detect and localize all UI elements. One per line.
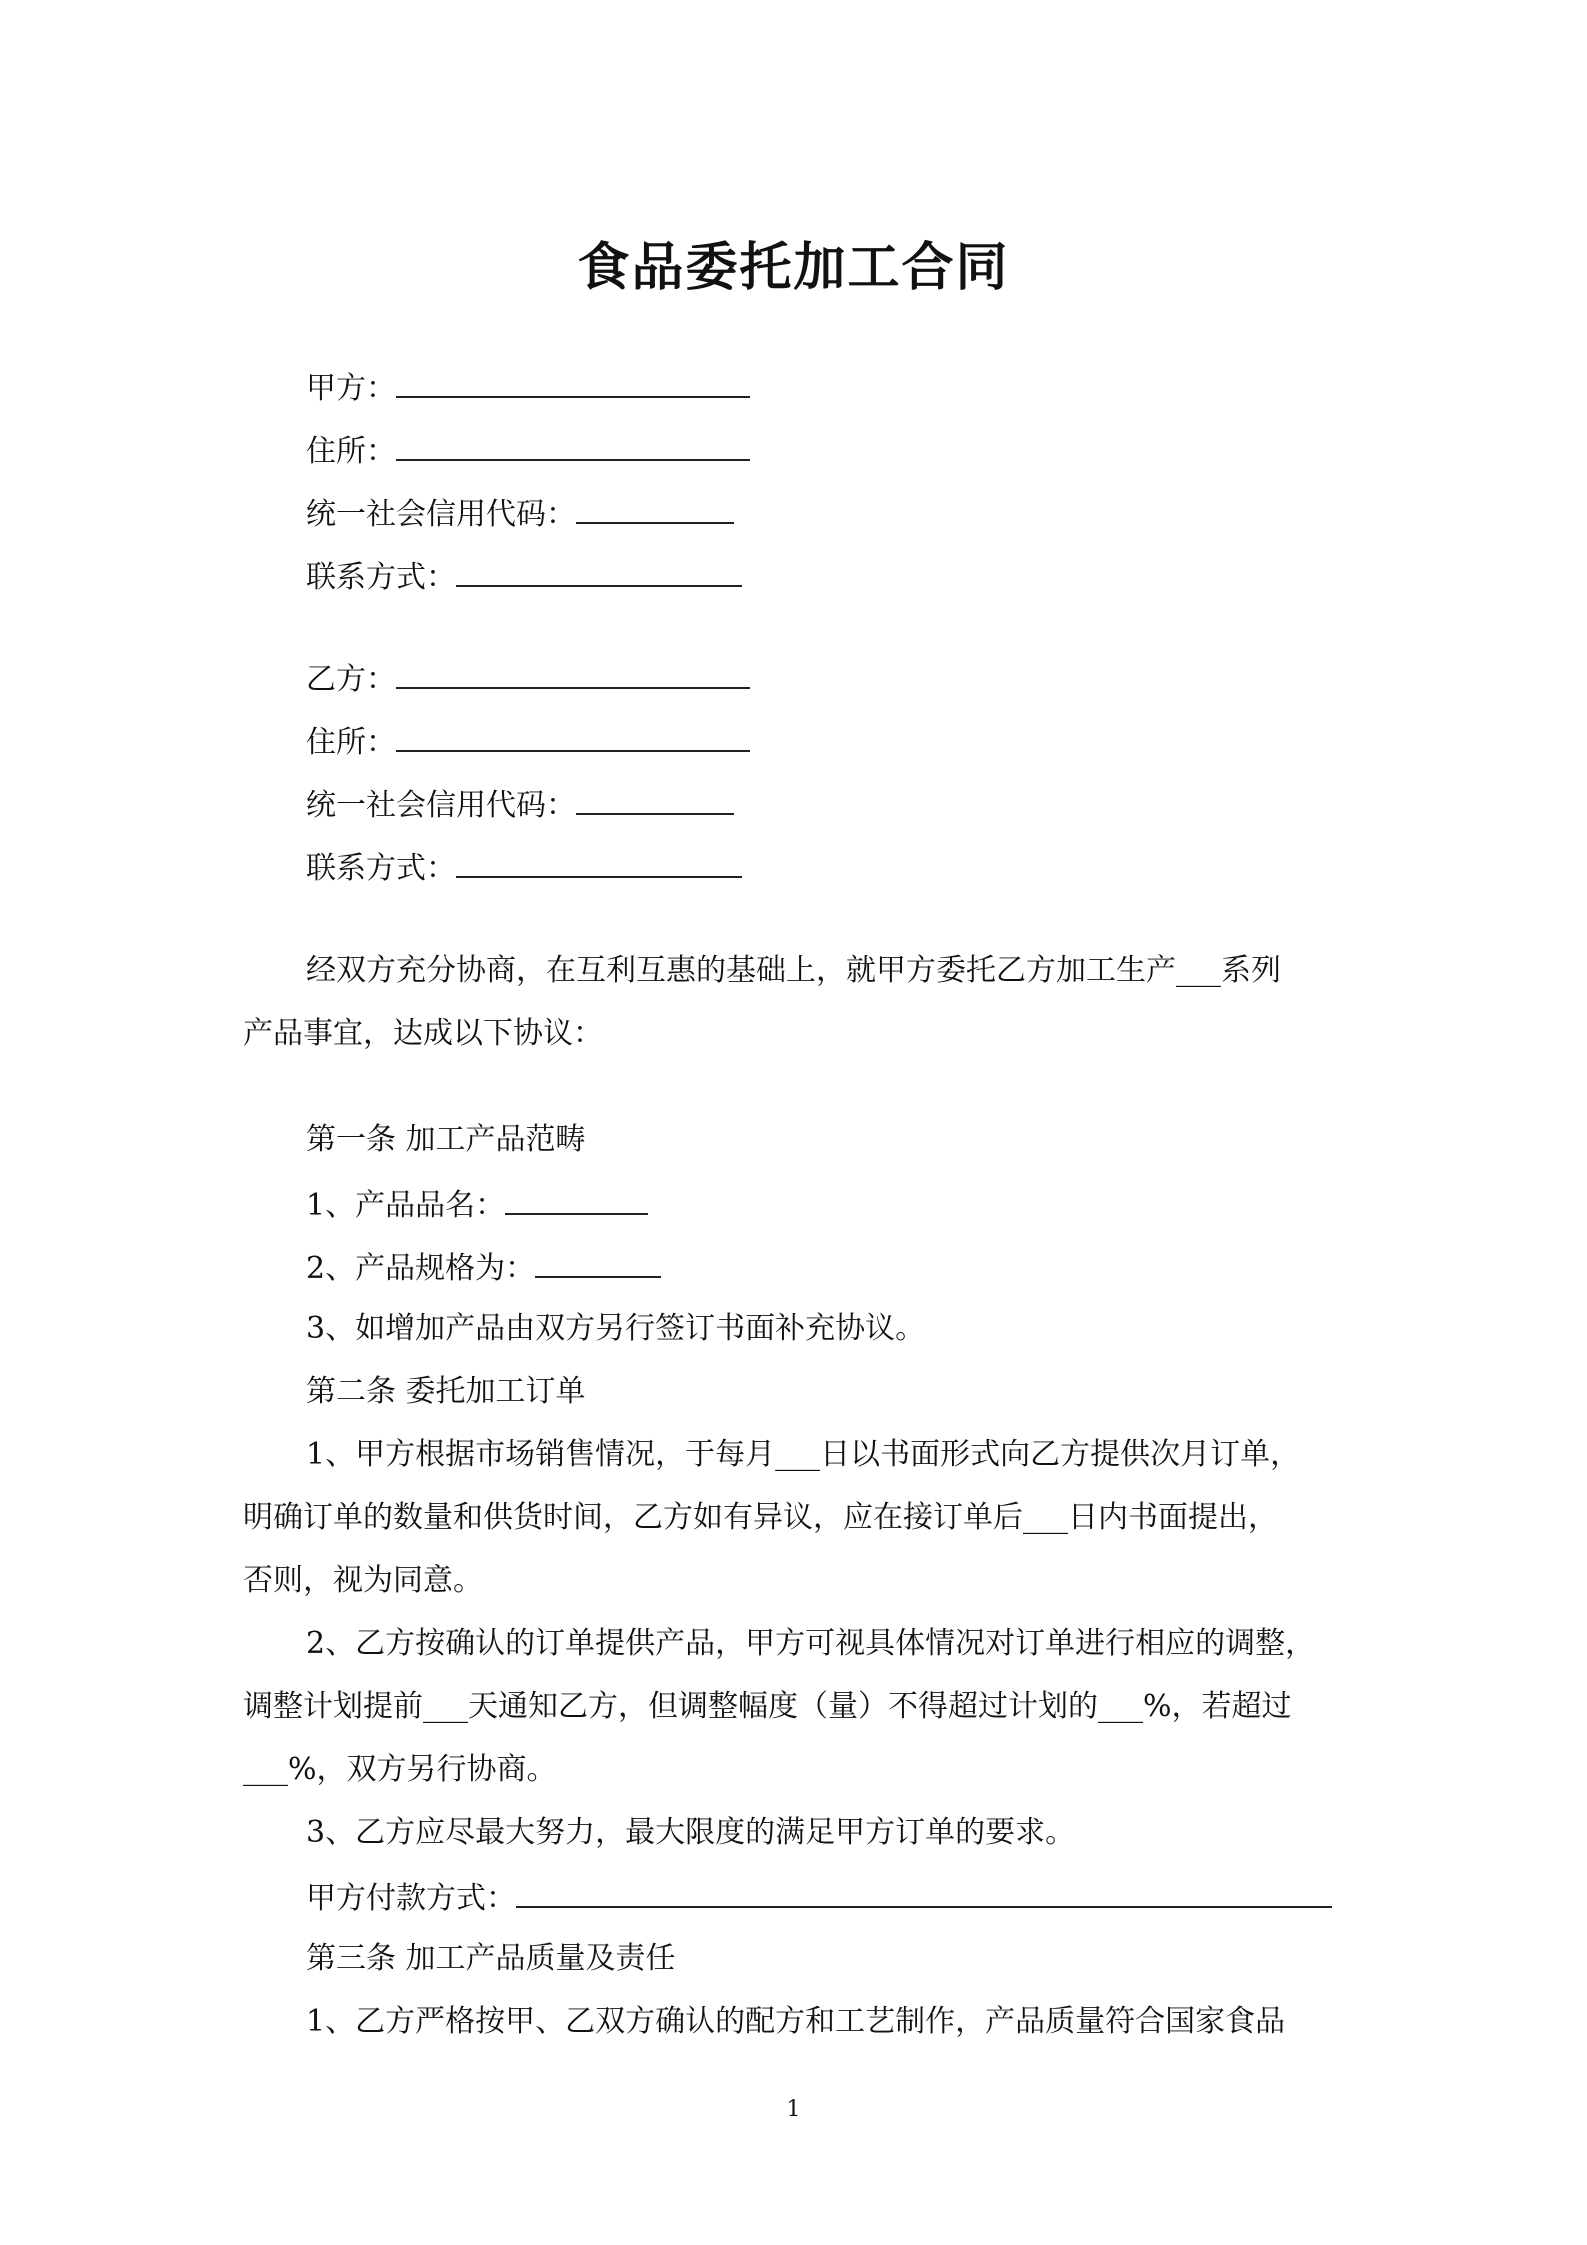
article-1-heading: 第一条 加工产品范畴 xyxy=(306,1122,586,1157)
article-1-item-2-label: 2、产品规格为： xyxy=(306,1251,536,1286)
party-a-address-blank xyxy=(396,429,750,461)
article-2-p2-line-1: 2、乙方按确认的订单提供产品，甲方可视具体情况对订单进行相应的调整， xyxy=(306,1626,1316,1661)
payment-method-row xyxy=(306,1876,1332,1919)
party-a-credit-code-label: 统一社会信用代码： xyxy=(306,497,576,532)
preamble-line-1: 经双方充分协商，在互利互惠的基础上，就甲方委托乙方加工生产___系列 xyxy=(306,953,1281,988)
payment-method-blank xyxy=(516,1876,1332,1908)
page-number: 1 xyxy=(786,2097,801,2122)
article-2-p3: 3、乙方应尽最大努力，最大限度的满足甲方订单的要求。 xyxy=(306,1815,1076,1850)
party-b-contact-row xyxy=(306,846,742,889)
party-b-contact-blank xyxy=(456,846,742,878)
article-2-p1-line-2: 明确订单的数量和供货时间，乙方如有异议，应在接订单后___日内书面提出， xyxy=(243,1500,1278,1535)
article-2-p2-line-2: 调整计划提前___天通知乙方，但调整幅度（量）不得超过计划的___%，若超过 xyxy=(243,1689,1292,1724)
document-title: 食品委托加工合同 xyxy=(577,237,1010,298)
preamble-line-2: 产品事宜，达成以下协议： xyxy=(243,1016,603,1051)
party-b-address-row xyxy=(306,720,750,763)
party-b-credit-code-blank xyxy=(576,783,734,815)
article-2-heading: 第二条 委托加工订单 xyxy=(306,1374,586,1409)
party-a-contact-blank xyxy=(456,555,742,587)
product-name-blank xyxy=(505,1183,648,1215)
product-spec-blank xyxy=(535,1246,661,1278)
party-a-contact-row xyxy=(306,555,742,598)
party-b-name-row xyxy=(306,657,750,700)
party-b-contact-label: 联系方式： xyxy=(306,851,456,886)
party-b-name-blank xyxy=(396,657,750,689)
article-2-p1-line-1: 1、甲方根据市场销售情况，于每月___日以书面形式向乙方提供次月订单， xyxy=(306,1437,1301,1472)
article-3-p1-line-1: 1、乙方严格按甲、乙双方确认的配方和工艺制作，产品质量符合国家食品 xyxy=(306,2004,1286,2039)
party-b-address-label: 住所： xyxy=(306,725,396,760)
party-b-name-label: 乙方： xyxy=(306,662,396,697)
article-2-p1-line-3: 否则，视为同意。 xyxy=(243,1563,483,1598)
party-a-address-row xyxy=(306,429,750,472)
party-a-contact-label: 联系方式： xyxy=(306,560,456,595)
party-a-name-label: 甲方： xyxy=(306,371,396,406)
article-2-p2-line-3: ___%，双方另行协商。 xyxy=(243,1752,557,1787)
party-b-credit-code-label: 统一社会信用代码： xyxy=(306,788,576,823)
party-a-name-row xyxy=(306,366,750,409)
article-1-item-2-row xyxy=(306,1246,661,1289)
party-b-address-blank xyxy=(396,720,750,752)
article-1-item-1-label: 1、产品品名： xyxy=(306,1188,506,1223)
payment-method-label: 甲方付款方式： xyxy=(306,1881,516,1916)
party-a-credit-code-row xyxy=(306,492,734,535)
party-a-credit-code-blank xyxy=(576,492,734,524)
article-1-item-3: 3、如增加产品由双方另行签订书面补充协议。 xyxy=(306,1311,926,1346)
article-1-item-1-row xyxy=(306,1183,648,1226)
party-b-credit-code-row xyxy=(306,783,734,826)
party-a-name-blank xyxy=(396,366,750,398)
party-a-address-label: 住所： xyxy=(306,434,396,469)
article-3-heading: 第三条 加工产品质量及责任 xyxy=(306,1941,676,1976)
